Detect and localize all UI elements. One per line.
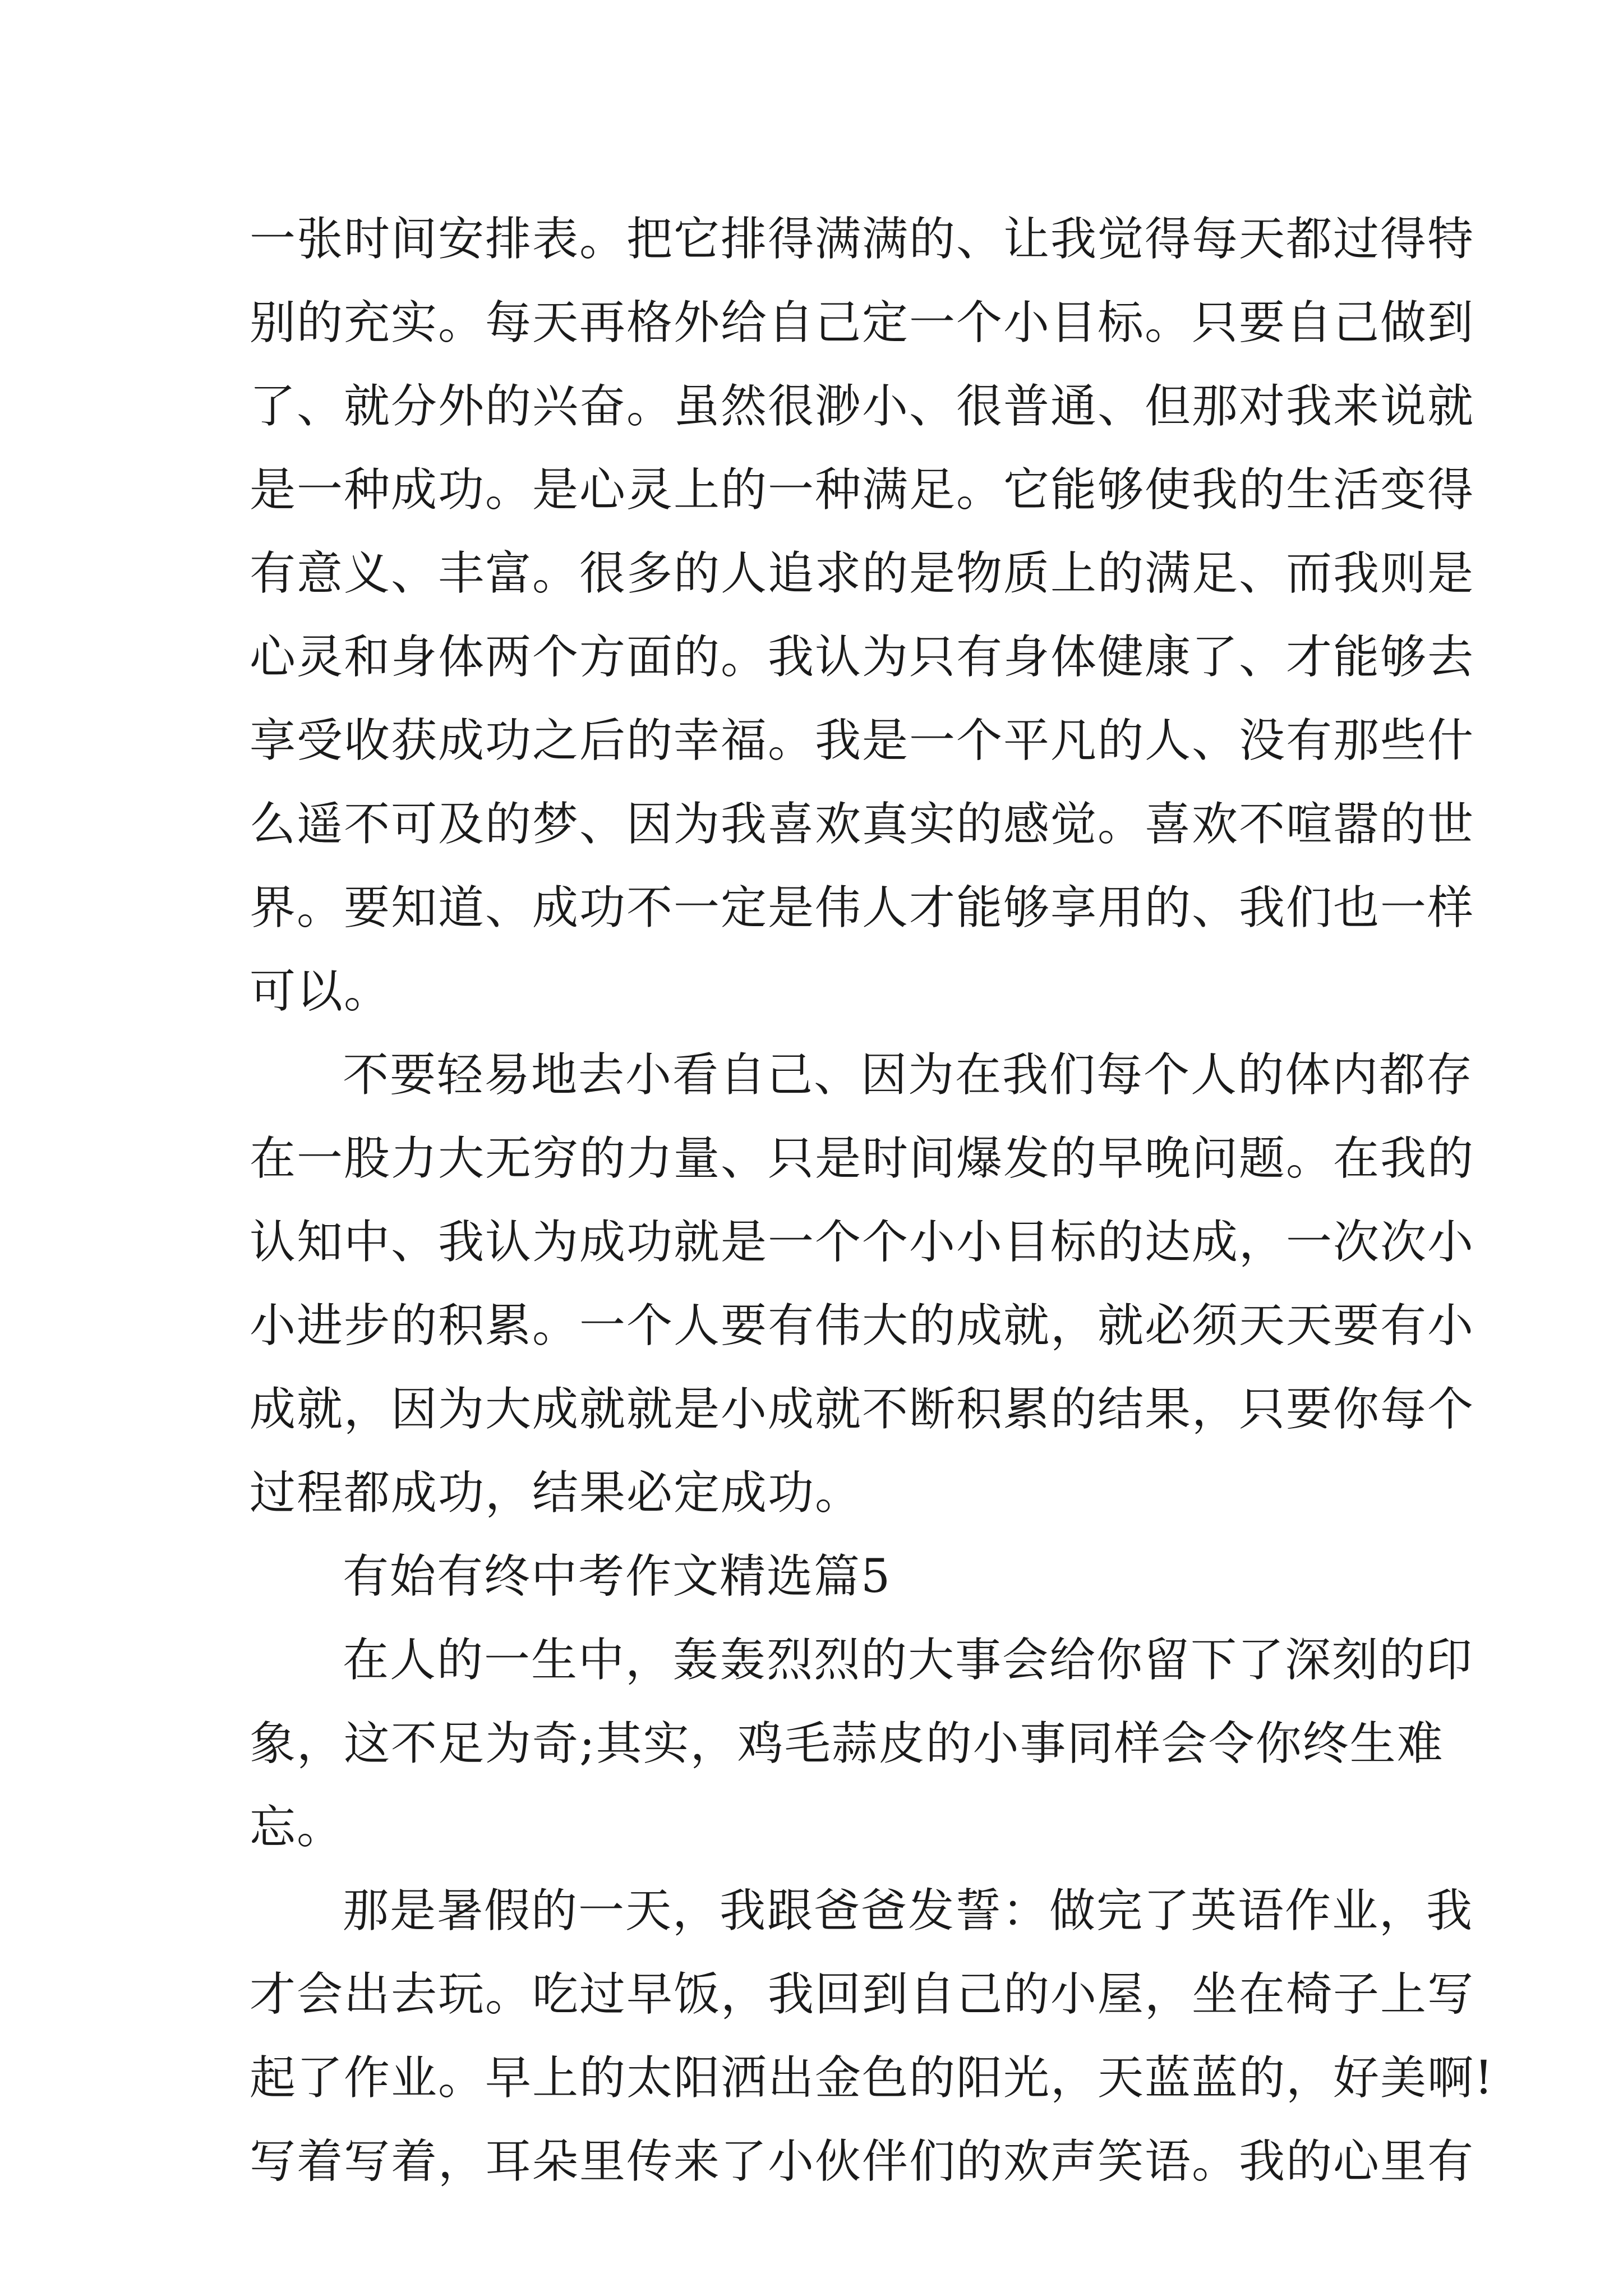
text-line: 了、就分外的兴奋。虽然很渺小、很普通、但那对我来说就	[250, 380, 1475, 433]
text-line: 别的充实。每天再格外给自己定一个小目标。只要自己做到	[250, 296, 1475, 349]
text-line: 过程都成功，结果必定成功。	[250, 1466, 863, 1520]
text-line: 享受收获成功之后的幸福。我是一个平凡的人、没有那些什	[250, 714, 1475, 767]
text-line: 有意义、丰富。很多的人追求的是物质上的满足、而我则是	[250, 547, 1475, 600]
document-body	[250, 197, 1494, 2203]
text-line: 起了作业。早上的太阳洒出金色的阳光，天蓝蓝的，好美啊!	[250, 2051, 1494, 2105]
text-line: 一张时间安排表。把它排得满满的、让我觉得每天都过得特	[250, 213, 1475, 266]
text-line: 才会出去玩。吃过早饭，我回到自己的小屋，坐在椅子上写	[250, 1968, 1475, 2021]
section-heading: 有始有终中考作文精选篇5	[343, 1550, 892, 1603]
text-line: 小进步的积累。一个人要有伟大的成就，就必须天天要有小	[250, 1299, 1475, 1352]
text-line: 么遥不可及的梦、因为我喜欢真实的感觉。喜欢不喧嚣的世	[250, 798, 1475, 851]
text-line: 成就，因为大成就就是小成就不断积累的结果，只要你每个	[250, 1383, 1475, 1436]
text-line: 在一股力大无穷的力量、只是时间爆发的早晚问题。在我的	[250, 1132, 1475, 1185]
text-line: 界。要知道、成功不一定是伟人才能够享用的、我们也一样	[250, 881, 1475, 935]
text-line: 可以。	[250, 965, 391, 1018]
text-line: 忘。	[250, 1801, 344, 1854]
text-line: 那是暑假的一天，我跟爸爸发誓：做完了英语作业，我	[343, 1884, 1474, 1938]
text-line: 不要轻易地去小看自己、因为在我们每个人的体内都存	[343, 1048, 1474, 1102]
text-line: 是一种成功。是心灵上的一种满足。它能够使我的生活变得	[250, 463, 1475, 517]
text-line: 在人的一生中，轰轰烈烈的大事会给你留下了深刻的印	[343, 1634, 1474, 1687]
text-line: 认知中、我认为成功就是一个个小小目标的达成，一次次小	[250, 1216, 1475, 1269]
text-line: 心灵和身体两个方面的。我认为只有身体健康了、才能够去	[250, 631, 1475, 684]
text-line: 象，这不足为奇;其实，鸡毛蒜皮的小事同样会令你终生难	[250, 1717, 1444, 1770]
text-line: 写着写着，耳朵里传来了小伙伴们的欢声笑语。我的心里有	[250, 2135, 1475, 2188]
